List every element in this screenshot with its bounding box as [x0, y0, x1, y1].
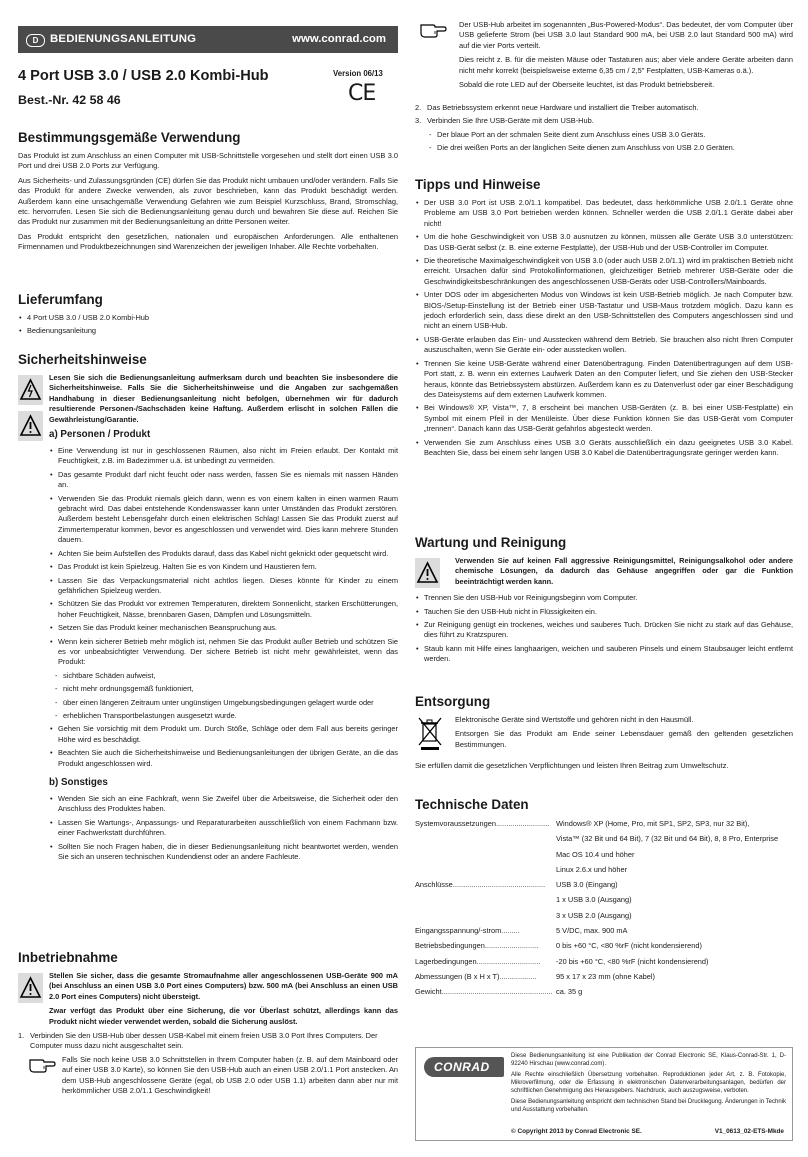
list-item: • Um die hohe Geschwindigkeit von USB 3.0 ausnutzen zu können, müssen alle Geräte USB 3.0 unterstützen: Das USB-Gerät selbst (z. B. eine externe Festplatte), der USB-Hub und der USB-Controller im Computer.	[415, 232, 793, 253]
footer-text: Diese Bedienungsanleitung ist eine Publikation der Conrad Electronic SE, Klaus-Conrad-Str. 1, D-92240 Hirschau (www.conrad.com).	[511, 1053, 786, 1067]
safety-warning	[18, 373, 398, 862]
safety-warning-text: Lesen Sie sich die Bedienungsanleitung aufmerksam durch und beachten Sie insbesondere die Sicherheitshinweise. Falls Sie die Sicherheitshinweise und die Angaben zur sachgemäßen Handhabung in dieser Bedienungsanleitung nicht befolgen, übernehmen wir für dadurch resultierende Personen-/Sachschäden keine Haftung. Außerdem erlischt in solchen Fällen die Gewährleistung/Garantie.	[49, 373, 398, 424]
table-row: Linux 2.6.x und höher	[556, 864, 628, 874]
conrad-logo	[424, 1057, 504, 1077]
list-item: • Das gesamte Produkt darf nicht feucht oder nass werden, fassen Sie es niemals mit nassen Händen an.	[49, 470, 398, 491]
persons-list	[49, 446, 398, 668]
table-row: Eingangsspannung/-strom......... 5 V/DC, max. 900 mA	[415, 926, 628, 936]
list-item: • Verwenden Sie zum Anschluss eines USB 3.0 Geräts ausschließlich ein dazu geeignetes USB 3.0 Kabel. Beachten Sie, dass bei einem sehr langen USB 3.0 Kabel die Datenübertragungsrate geringer werden kann.	[415, 438, 793, 459]
copyright: © Copyright 2013 by Conrad Electronic SE.	[511, 1128, 642, 1135]
step-2: 2. Das Betriebssystem erkennt neue Hardware und installiert die Treiber automatisch.	[415, 103, 699, 112]
table-row: 3 x USB 2.0 (Ausgang)	[556, 910, 632, 920]
note-text: Dies reicht z. B. für die meisten Mäuse oder Tastaturen aus; aber viele andere Geräte arbeiten dann nicht mehr korrekt (beispielsweise externe 6,35 cm / 2,5" Festplatten, USB-Kameras o.ä.).	[459, 55, 793, 75]
list-item: • Die theoretische Maximalgeschwindigkeit von USB 3.0 (oder auch USB 2.0/1.1) wird im praktischen Betrieb nicht erreicht. Ursachen dafür sind Protokollinformationen, gleichzeitiger Betrieb mehrerer USB-Geräte oder die Geschwindigkeitsbeschränkungen des angeschlossenen USB-Geräts oder USB-Controllers/Mainboards.	[415, 256, 793, 287]
list-item: • Trennen Sie keine USB-Geräte während einer Datenübertragung. Finden Datenübertragungen auf dem USB-Port statt, z. B. wenn ein externes Laufwerk Daten an den Computer liefert, und Sie ziehen den USB-Stecker heraus, könnte das Betriebssystem abstürzen. Außerdem kann es zu Datenverlust oder gar einer Beschädigung des Dateisystems auf dem externen Laufwerk kommen.	[415, 359, 793, 401]
footer-box	[415, 1047, 793, 1141]
table-row: Lagerbedingungen............................... -20 bis +60 °C, <80 %rF (nicht kondensierend)	[415, 956, 709, 966]
section-title-disposal: Entsorgung	[415, 694, 491, 709]
note-text: Falls Sie noch keine USB 3.0 Schnittstellen in Ihrem Computer haben (z. B. auf dem Mainboard oder auf einer USB 3.0 Karte), so können Sie den USB-Hub auch an einen USB 2.0/1.1 Port anstecken. An dem USB-Hub angeschlossene Geräte (egal, ob USB 2.0 oder USB 1.1) arbeiten dann aber nur mit herkömmlicher USB 2.0/1.1 Geschwindigkeit!	[62, 1054, 398, 1096]
paragraph: Das Produkt ist zum Anschluss an einen Computer mit USB-Schnittstelle vorgesehen und stellt dort einen USB 3.0 Port und drei USB 2.0 Ports zur Verfügung.	[18, 151, 398, 171]
setup-warning-text-2: Zwar verfügt das Produkt über eine Sicherung, die vor Überlast schützt, allerdings kann das Produkt nicht wieder verwendet werden, sobald die Sicherung auslöst.	[49, 1006, 398, 1026]
list-item: • Verwenden Sie das Produkt niemals gleich dann, wenn es von einem kalten in einen warmen Raum gebracht wird. Das dabei entstehende Kondenswasser kann unter Umständen das Produkt zerstören. Außerdem besteht Lebensgefahr durch einen elektrischen Schlag! Lassen Sie das Produkt zuerst auf Zimmertemperatur kommen, bevor es angeschlossen und verwendet wird. Dies kann mehrere Stunden dauern.	[49, 494, 398, 546]
persons-list-2	[49, 724, 398, 769]
list-item: • Sollten Sie noch Fragen haben, die in dieser Bedienungsanleitung nicht beantwortet werden, wenden Sie sich an unseren technischen Kundendienst oder an andere Fachleute.	[49, 842, 398, 863]
table-row: Mac OS 10.4 und höher	[556, 849, 635, 859]
version-label: Version 06/13	[333, 69, 383, 78]
step-text: Das Betriebssystem erkennt neue Hardware und installiert die Treiber automatisch.	[427, 103, 699, 112]
list-item: • Staub kann mit Hilfe eines langhaarigen, weichen und sauberen Pinsels und einem Staubsauger leicht entfernt werden.	[415, 644, 793, 665]
paragraph: Aus Sicherheits- und Zulassungsgründen (CE) dürfen Sie das Produkt nicht umbauen und/oder verändern. Falls Sie das Produkt für andere Zwecke verwenden, als zuvor beschrieben, kann das Produkt beschädigt werden. Außerdem kann eine unsachgemäße Verwendung Gefahren wie zum Beispiel Kurzschluss, Brand, Stromschlag, etc. hervorrufen. Lesen Sie sich die Bedienungsanleitung genau durch und bewahren Sie diese auf. Reichen Sie das Produkt nur zusammen mit der Bedienungsanleitung an dritte Personen weiter.	[18, 175, 398, 227]
list-item: • Wenden Sie sich an eine Fachkraft, wenn Sie Zweifel über die Arbeitsweise, die Sicherheit oder den Anschluss des Produktes haben.	[49, 794, 398, 815]
pointing-hand-icon	[28, 1055, 56, 1078]
list-item: • Lassen Sie Wartungs-, Anpassungs- und Reparaturarbeiten ausschließlich von einem Fachmann bzw. einer Fachwerkstatt durchführen.	[49, 818, 398, 839]
product-title: 4 Port USB 3.0 / USB 2.0 Kombi-Hub	[18, 68, 269, 84]
list-item: - nicht mehr ordnungsgemäß funktioniert,	[41, 684, 398, 694]
list-item: • Bedienungsanleitung	[18, 326, 398, 336]
step-3: 3. Verbinden Sie Ihre USB-Geräte mit dem USB-Hub.	[415, 116, 594, 126]
list-item: • Wenn kein sicherer Betrieb mehr möglich ist, nehmen Sie das Produkt außer Betrieb und schützen Sie es vor unbeabsichtigter Verwendung. Der sichere Betrieb ist nicht mehr gewährleistet, wenn das Produkt:	[49, 637, 398, 668]
list-item: • Trennen Sie den USB-Hub vor Reinigungsbeginn vom Computer.	[415, 593, 793, 603]
list-item: • USB-Geräte erlauben das Ein- und Ausstecken während dem Betrieb. Sie brauchen also nicht Ihren Computer auszuschalten, wenn Sie Geräte ein- oder ausstecken wollen.	[415, 335, 793, 356]
scope-list	[18, 313, 398, 337]
crossed-bin-icon	[417, 715, 443, 756]
list-item: • Das Produkt ist kein Spielzeug. Halten Sie es von Kindern und Haustieren fern.	[49, 562, 398, 572]
list-item: - erheblichen Transportbelastungen ausgesetzt wurde.	[41, 711, 398, 721]
warning-icon	[18, 973, 43, 1003]
list-item: • Der USB 3.0 Port ist USB 2.0/1.1 kompatibel. Das bedeutet, dass herkömmliche USB 2.0/1.1 Geräte ohne Probleme am USB 3.0 Port betrieben werden können. Schneller werden die USB 2.0/1.1 Geräte dabei aber nicht!	[415, 198, 793, 229]
setup-note-2	[415, 20, 793, 94]
list-item: • Beachten Sie auch die Sicherheitshinweise und Bedienungsanleitungen der übrigen Geräte, an die das Produkt angeschlossen wird.	[49, 748, 398, 769]
subsection-title-persons: a) Personen / Produkt	[49, 429, 151, 441]
list-item: • Bei Windows® XP, Vista™, 7, 8 erscheint bei manchen USB-Geräten (z. B. bei einer USB-Festplatte) ein Symbol mit einem Pfeil in der Menüleiste. Über diese Funktion können Sie das USB-Gerät vom Computer „trennen“. Danach kann das USB-Gerät gefahrlos abgesteckt werden.	[415, 403, 793, 434]
language-badge: D	[26, 34, 45, 47]
warning-icon	[18, 411, 43, 441]
list-item: • Setzen Sie das Produkt keiner mechanischen Beanspruchung aus.	[49, 623, 398, 633]
list-item: - Die drei weißen Ports an der länglichen Seite dienen zum Anschluss von USB 2.0 Geräten.	[415, 143, 793, 153]
section-title-scope: Lieferumfang	[18, 292, 103, 307]
list-item: • Lassen Sie das Verpackungsmaterial nicht achtlos liegen. Dieses könnte für Kinder zu einem gefährlichen Spielzeug werden.	[49, 576, 398, 597]
pointing-hand-icon	[419, 20, 447, 43]
footer-text: Alle Rechte einschließlich Übersetzung vorbehalten. Reproduktionen jeder Art, z. B. Fotokopie, Mikroverfilmung, oder die Erfassung in elektronischen Datenverarbeitungsanlagen, bedürfen der schriftlichen Genehmigung des Herausgebers. Nachdruck, auch auszugsweise, verboten.	[511, 1072, 786, 1094]
list-item: - über einen längeren Zeitraum unter ungünstigen Umgebungsbedingungen gelagert wurde oder	[41, 698, 398, 708]
warning-icon	[415, 558, 440, 588]
list-item: • Zur Reinigung genügt ein trockenes, weiches und sauberes Tuch. Drücken Sie nicht zu stark auf das Gehäuse, dies führt zu Kratzspuren.	[415, 620, 793, 641]
header-bar	[18, 26, 398, 53]
table-row: Vista™ (32 Bit und 64 Bit), 7 (32 Bit und 64 Bit), 8, 8 Pro, Enterprise	[556, 834, 779, 844]
step-3-list	[415, 130, 793, 154]
section-title-setup: Inbetriebnahme	[18, 950, 118, 965]
step-text: Verbinden Sie Ihre USB-Geräte mit dem USB-Hub.	[427, 116, 594, 126]
table-row: Gewicht...................................................... ca. 35 g	[415, 987, 583, 997]
ce-mark: CE	[348, 81, 376, 106]
disposal-text: Elektronische Geräte sind Wertstoffe und gehören nicht in den Hausmüll.	[455, 715, 694, 724]
table-row: Betriebsbedingungen.......................... 0 bis +60 °C, <80 %rF (nicht kondensierend)	[415, 941, 702, 951]
table-row: Anschlüsse............................................. USB 3.0 (Eingang)	[415, 880, 618, 890]
persons-dash-list	[41, 671, 398, 722]
tech-table	[415, 818, 793, 1002]
disposal-text: Entsorgen Sie das Produkt am Ende seiner Lebensdauer gemäß den geltenden gesetzlichen Bestimmungen.	[455, 729, 793, 749]
note-text: Der USB-Hub arbeitet im sogenannten „Bus-Powered-Modus“. Das bedeutet, der vom Computer über USB gelieferte Strom (bei USB 3.0 laut Standard 900 mA, bei USB 2.0 laut Standard 500 mA) wird auf die vier Ports verteilt.	[459, 20, 793, 50]
list-item: • Achten Sie beim Aufstellen des Produkts darauf, dass das Kabel nicht geknickt oder gequetscht wird.	[49, 549, 398, 559]
note-text: Sobald die rote LED auf der Oberseite leuchtet, ist das Produkt betriebsbereit.	[459, 80, 715, 90]
subsection-title-misc: b) Sonstiges	[49, 777, 108, 788]
table-row: 1 x USB 3.0 (Ausgang)	[556, 895, 632, 905]
section-title-intended-use: Bestimmungsgemäße Verwendung	[18, 130, 241, 145]
disposal-block	[415, 715, 793, 755]
setup-warning	[18, 971, 398, 1027]
footer-text: Diese Bedienungsanleitung entspricht dem technischen Stand bei Drucklegung. Änderungen in Technik und Ausstattung vorbehalten.	[511, 1099, 786, 1113]
care-list	[415, 593, 793, 664]
step-1: 1. Verbinden Sie den USB-Hub über dessen USB-Kabel mit einem freien USB 3.0 Port Ihres Computers. Der Computer muss dazu nicht ausgeschaltet sein.	[18, 1031, 378, 1051]
care-warning	[415, 556, 793, 587]
electric-hazard-icon	[18, 375, 43, 405]
section-title-tips: Tipps und Hinweise	[415, 177, 541, 192]
care-warning-text: Verwenden Sie auf keinen Fall aggressive Reinigungsmittel, Reinigungsalkohol oder andere chemische Lösungen, da dadurch das Gehäuse angegriffen oder gar die Funktion beeinträchtigt werden kann.	[455, 556, 793, 586]
section-title-tech: Technische Daten	[415, 797, 529, 812]
step-text: Verbinden Sie den USB-Hub über dessen USB-Kabel mit einem freien USB 3.0 Port Ihres Computers. Der Computer muss dazu nicht ausgeschaltet sein.	[30, 1031, 378, 1051]
section-title-care: Wartung und Reinigung	[415, 535, 567, 550]
header-url[interactable]: www.conrad.com	[292, 33, 386, 45]
list-item: • Gehen Sie vorsichtig mit dem Produkt um. Durch Stöße, Schläge oder dem Fall aus bereits geringer Höhe wird es beschädigt.	[49, 724, 398, 745]
list-item: • Schützen Sie das Produkt vor extremen Temperaturen, direktem Sonnenlicht, starken Erschütterungen, hoher Feuchtigkeit, Nässe, brennbaren Gasen, Dämpfen und Lösungsmitteln.	[49, 599, 398, 620]
section-title-safety: Sicherheitshinweise	[18, 352, 147, 367]
list-item: - Der blaue Port an der schmalen Seite dient zum Anschluss eines USB 3.0 Geräts.	[415, 130, 793, 140]
setup-note	[18, 1055, 398, 1097]
disposal-text: Sie erfüllen damit die gesetzlichen Verpflichtungen und leisten Ihren Beitrag zum Umweltschutz.	[415, 761, 729, 770]
list-item: • Unter DOS oder im abgesicherten Modus von Windows ist kein USB-Betrieb möglich. Je nach Computer bzw. BIOS-/Setup-Einstellung ist der Betrieb einer USB-Tastatur und USB-Maus trotzdem möglich. Dazu kann es jedoch erforderlich sein, dass diese direkt an den USB-Schnittstellen des Computers angeschlossen sind und nicht an einem USB-Hub.	[415, 290, 793, 332]
paragraph: Das Produkt entspricht den gesetzlichen, nationalen und europäischen Anforderungen. Alle enthaltenen Firmennamen und Produktbezeichnungen sind Warenzeichen der jeweiligen Inhaber. Alle Rechte vorbehalten.	[18, 231, 398, 252]
brand-name: CONRAD	[434, 1060, 490, 1074]
list-item: • Eine Verwendung ist nur in geschlossenen Räumen, also nicht im Freien erlaubt. Der Kontakt mit Feuchtigkeit, z.B. im Badezimmer u.ä. ist unbedingt zu vermeiden.	[49, 446, 398, 467]
list-item: • Tauchen Sie den USB-Hub nicht in Flüssigkeiten ein.	[415, 607, 793, 617]
setup-warning-text: Stellen Sie sicher, dass die gesamte Stromaufnahme aller angeschlossenen USB-Geräte 900 mA (bei Anschluss an einen USB 3.0 Port eines Computers) bzw. 500 mA (bei Anschluss an einen USB 2.0 Port eines Computers) nicht übersteigt.	[49, 971, 398, 1001]
header-title: BEDIENUNGSANLEITUNG	[50, 33, 197, 45]
list-item: • 4 Port USB 3.0 / USB 2.0 Kombi-Hub	[18, 313, 398, 323]
misc-list	[49, 794, 398, 862]
tips-list	[415, 198, 793, 458]
document-code: V1_0613_02-ETS-Mkde	[714, 1128, 784, 1135]
list-item: - sichtbare Schäden aufweist,	[41, 671, 398, 681]
order-number: Best.-Nr. 42 58 46	[18, 93, 121, 107]
table-row: Abmessungen (B x H x T).................. 95 x 17 x 23 mm (ohne Kabel)	[415, 971, 656, 981]
table-row: Systemvoraussetzungen.......................... Windows® XP (Home, Pro, mit SP1, SP2, SP3, nur 32 Bit),	[415, 819, 750, 828]
